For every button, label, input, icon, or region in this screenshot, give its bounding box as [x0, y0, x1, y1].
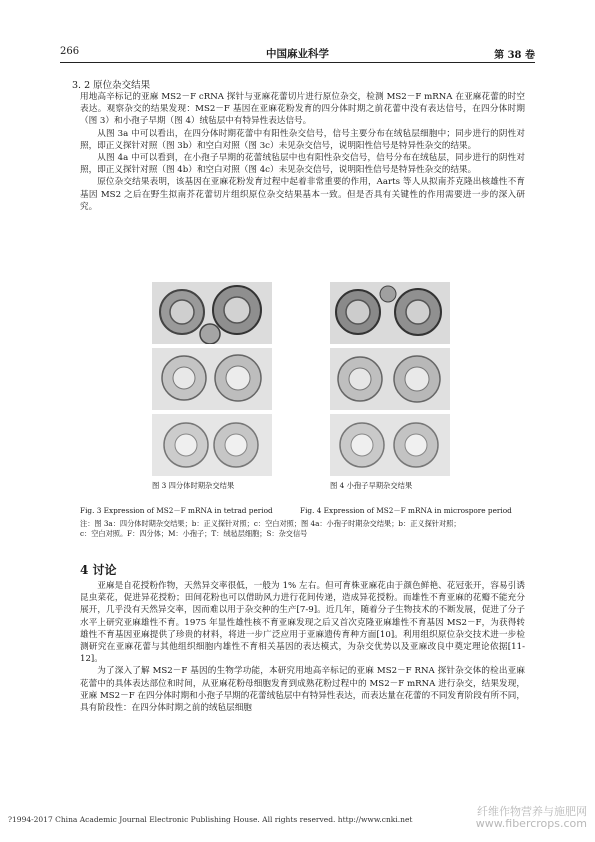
watermark-line: 纤维作物营养与施肥网: [477, 805, 587, 818]
figure-area: [0, 282, 595, 490]
figure-notes: [80, 519, 520, 539]
paragraph: 用地高辛标记的亚麻 MS2－F cRNA 探针与亚麻花蕾切片进行原位杂交，检测 MS2－F mRNA 在亚麻花蕾的时空表达。观察杂交的结果发现：MS2－F 基因在亚麻花粉发育的四分体时期之前花蕾中没有表达信号，在四分体时期（图 3）和小孢子早期（图 4）绒毡层中有特异性表达信号。: [80, 92, 525, 127]
watermark: [476, 806, 587, 830]
watermark-line: www.fibercrops.com: [475, 817, 587, 830]
figure-notes-line: c：空白对照。F：四分体；M：小孢子；T：绒毡层细胞；S：杂交信号: [80, 529, 308, 538]
volume-number: 第 38 卷: [494, 50, 535, 61]
paragraph: 亚麻是自花授粉作物，天然异交率很低，一般为 1% 左右。但可育株亚麻花由于颜色鲜艳、花冠张开，容易引诱昆虫菜花，促进异花授粉；田间花粉也可以借助风力进行花间传递，造成异花授粉。而雄性不育亚麻的花瓣不能充分展开，几乎没有天然异交率，因而难以用于杂交种的生产[7-9]。近几年，随着分子生物技术的不断发展，促进了分子水平上研究亚麻雄性不育。1975 年显性雄性核不育亚麻发现之后又首次克隆亚麻雄性不育基因 MS2－F，为获得转雄性不育基因亚麻提供了珍贵的材料，将进一步广泛应用于亚麻遗传育种方面[10]。利用组织原位杂交技术进一步检测研究在亚麻花蕾与其他组织细胞内雄性不育相关基因的表达模式，为杂交优势以及亚麻改良中奠定理论依据[11-12]。: [80, 581, 525, 665]
fig4-caption-en: Fig. 4 Expression of MS2－F mRNA in microspore period: [300, 506, 512, 515]
header-rule: [60, 62, 535, 63]
paragraph: 从图 4a 中可以看到，在小孢子早期的花蕾绒毡层中也有阳性杂交信号，信号分布在绒毡层，同步进行的阴性对照，即正义探针对照（图 4b）和空白对照（图 4c）未见杂交信号，说明阳性信号是特异性杂交的结果。: [80, 153, 525, 176]
fig3-caption-cn: 图 3 四分体时期杂交结果: [152, 481, 235, 490]
paragraph: 原位杂交结果表明，该基因在亚麻花粉发育过程中起着非常重要的作用，Aarts 等人从拟南芥克隆出核雄性不育基因 MS2 之后在野生拟南芥花蕾切片组织原位杂交结果基本一致。但是否具有关键性的作用需要进一步的深入研究。: [80, 177, 525, 212]
journal-name: 中国麻业科学: [266, 48, 329, 60]
micrograph-fig4-b: [330, 348, 450, 410]
page-number: 266: [60, 46, 80, 57]
fig3-caption-en: Fig. 3 Expression of MS2－F mRNA in tetrad period: [80, 506, 273, 515]
copyright-footer: ?1994-2017 China Academic Journal Electronic Publishing House. All rights reserved. http://www.cnki.net: [8, 815, 413, 824]
section-4-body: [80, 580, 525, 714]
section-3-2-body: [80, 91, 525, 213]
figure-notes-line: 注：图 3a：四分体时期杂交结果；b：正义探针对照；c：空白对照；图 4a：小孢子时期杂交结果；b：正义探针对照；: [80, 519, 461, 528]
paragraph: 从图 3a 中可以看出，在四分体时期花蕾中有阳性杂交信号，信号主要分布在绒毡层细胞中；同步进行的阴性对照，即正义探针对照（图 3b）和空白对照（图 3c）未见杂交信号，说明阳性信号是特异性杂交的结果。: [80, 128, 525, 151]
micrograph-fig3-b: [152, 348, 272, 410]
micrograph-fig3-c: [152, 414, 272, 476]
micrograph-fig4-c: [330, 414, 450, 476]
section-4-title: 4 讨论: [80, 563, 117, 577]
section-3-2-title: 3. 2 原位杂交结果: [72, 80, 151, 91]
micrograph-fig3-a: [152, 282, 272, 344]
paragraph: 为了深入了解 MS2－F 基因的生物学功能，本研究用地高辛标记的亚麻 MS2－F RNA 探针杂交体的检出亚麻花蕾中的具体表达部位和时间，从亚麻花粉母细胞发育到成熟花粉过程中的 MS2－F mRNA 进行杂交，结果发现，亚麻 MS2－F 在四分体时期和小孢子早期的花蕾绒毡层中有特异性表达，而表达量在花蕾的不同发育阶段有所不同，具有阶段性：在四分体时期之前的绒毡层细胞: [80, 666, 525, 714]
fig4-caption-cn: 图 4 小孢子早期杂交结果: [330, 481, 413, 490]
micrograph-fig4-a: [330, 282, 450, 344]
